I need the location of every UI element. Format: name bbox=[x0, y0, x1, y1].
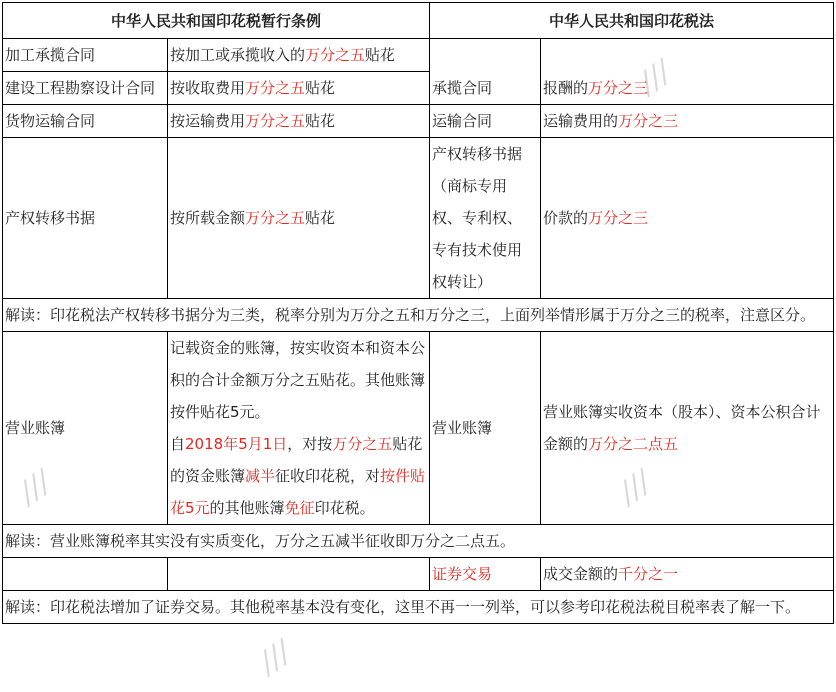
note-text: 解读：印花税法增加了证券交易。其他税率基本没有变化，这里不再一一列举，可以参考印花税法税目税率表了解一下。 bbox=[3, 591, 834, 624]
table-row bbox=[3, 558, 834, 591]
table-row bbox=[3, 39, 834, 72]
new-rate-cell: 价款的万分之三 bbox=[541, 138, 834, 299]
watermark: /// bbox=[612, 464, 658, 511]
new-item-cell: 承揽合同 bbox=[430, 39, 541, 105]
table-row bbox=[3, 332, 834, 525]
note-row bbox=[3, 299, 834, 332]
watermark: /// bbox=[12, 464, 58, 511]
old-rate-cell: 按加工或承揽收入的万分之五贴花 bbox=[168, 39, 430, 72]
tax-comparison-table bbox=[2, 2, 834, 624]
old-item-cell: 货物运输合同 bbox=[3, 105, 168, 138]
new-item-line: （商标专用 bbox=[432, 177, 508, 195]
table-row bbox=[3, 105, 834, 138]
new-rate-cell: 运输费用的万分之三 bbox=[541, 105, 834, 138]
old-rate-cell: 按所载金额万分之五贴花 bbox=[168, 138, 430, 299]
new-item-cell: 营业账簿 bbox=[430, 332, 541, 525]
table-row bbox=[3, 138, 834, 299]
old-item-cell: 营业账簿 bbox=[3, 332, 168, 525]
new-item-line: 专有技术使用 bbox=[432, 241, 523, 259]
header-row bbox=[3, 3, 834, 39]
new-item-cell: 运输合同 bbox=[430, 105, 541, 138]
new-item-cell bbox=[430, 138, 541, 299]
new-rate-cell: 营业账簿实收资本（股本）、资本公积合计金额的万分之二点五 bbox=[541, 332, 834, 525]
note-row bbox=[3, 591, 834, 624]
old-rate-cell: 按收取费用万分之五贴花 bbox=[168, 72, 430, 105]
note-text: 解读：印花税法产权转移书据分为三类，税率分别为万分之五和万分之三，上面列举情形属于万分之三的税率，注意区分。 bbox=[3, 299, 834, 332]
new-rate-cell: 成交金额的千分之一 bbox=[541, 558, 834, 591]
new-rate-cell: 报酬的万分之三 bbox=[541, 39, 834, 105]
old-rate-cell: 记载资金的账簿，按实收资本和资本公积的合计金额万分之五贴花。其他账簿按件贴花5元。 自2018年5月1日，对按万分之五贴花的资金账簿减半征收印花税，对按件贴花5元的其他账簿免征印花税。 bbox=[168, 332, 430, 525]
watermark: /// bbox=[252, 634, 298, 681]
old-item-cell: 建设工程勘察设计合同 bbox=[3, 72, 168, 105]
new-item-line: 权、专利权、 bbox=[432, 209, 523, 227]
new-item-line: 产权转移书据 bbox=[432, 145, 523, 163]
old-rate-cell: 按运输费用万分之五贴花 bbox=[168, 105, 430, 138]
new-law-title: 中华人民共和国印花税法 bbox=[430, 3, 834, 39]
note-row bbox=[3, 525, 834, 558]
old-item-cell bbox=[3, 558, 168, 591]
watermark: /// bbox=[632, 54, 678, 101]
new-item-cell: 证券交易 bbox=[430, 558, 541, 591]
note-text: 解读：营业账簿税率其实没有实质变化，万分之五减半征收即万分之二点五。 bbox=[3, 525, 834, 558]
old-item-cell: 加工承揽合同 bbox=[3, 39, 168, 72]
old-item-cell: 产权转移书据 bbox=[3, 138, 168, 299]
new-item-line: 权转让） bbox=[432, 273, 493, 291]
old-rate-cell bbox=[168, 558, 430, 591]
old-law-title: 中华人民共和国印花税暂行条例 bbox=[3, 3, 430, 39]
